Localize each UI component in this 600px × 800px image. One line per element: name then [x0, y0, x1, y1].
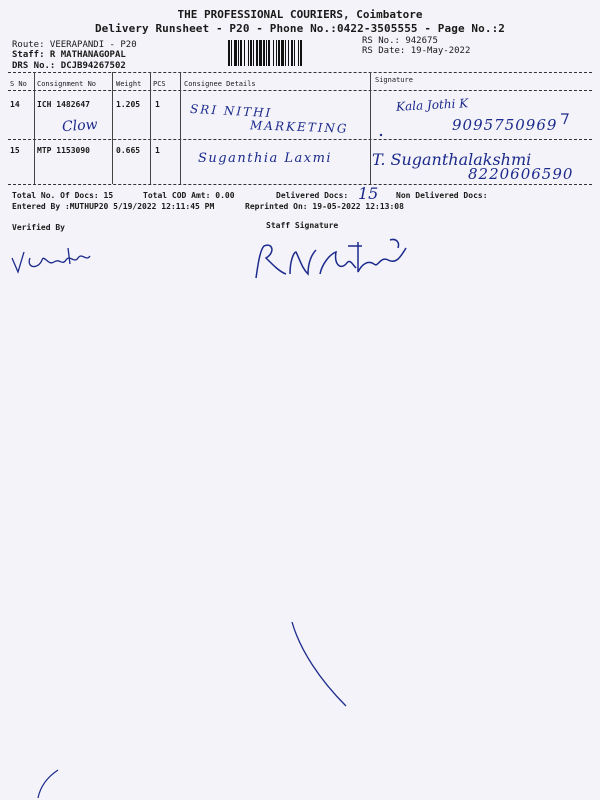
barcode-bar: [238, 40, 239, 66]
col-divider: [34, 72, 35, 184]
barcode-bar: [231, 40, 232, 66]
handwritten-consignee: Suganthia Laxmi: [198, 151, 333, 166]
rs-number: RS No.: 942675: [362, 36, 438, 46]
col-header-sno: S No: [10, 80, 27, 88]
barcode-bar: [268, 40, 270, 66]
table-top-rule: [8, 72, 592, 73]
col-divider: [370, 72, 371, 184]
row-pcs: 1: [155, 146, 160, 155]
staff-signature-label: Staff Signature: [266, 221, 339, 230]
col-header-signature: Signature: [375, 76, 413, 84]
barcode-bar: [281, 40, 284, 66]
barcode-bar: [276, 40, 277, 66]
col-header-consignment: Consignment No: [37, 80, 97, 88]
staff-signature: [250, 234, 420, 284]
row-weight: 0.665: [116, 146, 141, 155]
pen-stroke: [290, 620, 350, 710]
barcode-bar: [300, 40, 302, 66]
route-text: Route: VEERAPANDI - P20: [12, 40, 137, 50]
row-sno: 15: [10, 146, 20, 155]
barcode-bar: [256, 40, 258, 66]
barcode-bar: [278, 40, 280, 66]
row-consignment-no: MTP 1153090: [37, 146, 90, 155]
col-header-weight: Weight: [116, 80, 142, 88]
barcode-bar: [288, 40, 289, 66]
barcode-bar: [234, 40, 237, 66]
total-docs: Total No. Of Docs: 15: [12, 191, 114, 200]
col-header-consignee: Consignee Details: [184, 80, 256, 88]
barcode-bar: [253, 40, 254, 66]
handwritten-recipient-phone: 8220606590: [468, 165, 574, 183]
pen-stroke: [32, 768, 62, 800]
company-title: THE PROFESSIONAL COURIERS, Coimbatore: [177, 8, 423, 21]
barcode-bar: [248, 40, 249, 66]
barcode-bar: [294, 40, 295, 66]
handwritten-recipient-name: Kala Jothi K: [395, 96, 469, 114]
barcode-bar: [228, 40, 230, 66]
drs-number: [12, 61, 126, 71]
barcode-bar: [298, 40, 299, 66]
staff-text: Staff: R MATHANAGOPAL: [12, 50, 126, 60]
row-weight: 1.205: [116, 100, 141, 109]
barcode-bar: [291, 40, 293, 66]
runsheet-title: Delivery Runsheet - P20 - Phone No.:0422-3505555 - Page No.:2: [94, 22, 506, 35]
handwritten-delivered-count: 15: [358, 184, 379, 203]
barcode: [228, 40, 352, 66]
rs-date: RS Date: 19-May-2022: [362, 46, 471, 56]
delivered-docs: Delivered Docs:: [276, 191, 349, 200]
col-divider: [150, 72, 151, 184]
entered-by: Entered By :MUTHUP20 5/19/2022 12:11:45 PM: [12, 202, 215, 211]
table-bottom-rule: [8, 184, 592, 185]
pen-mark: [560, 112, 570, 126]
col-header-pcs: PCS: [153, 80, 166, 88]
row-sno: 14: [10, 100, 20, 109]
barcode-bar: [266, 40, 267, 66]
barcode-bar: [250, 40, 252, 66]
barcode-bar: [259, 40, 262, 66]
verified-by-label: Verified By: [12, 223, 65, 232]
barcode-bar: [244, 40, 245, 66]
row-pcs: 1: [155, 100, 160, 109]
drs-label: DRS No.:: [12, 61, 56, 71]
col-divider: [112, 72, 113, 184]
total-cod: Total COD Amt: 0.00: [143, 191, 235, 200]
drs-value: DCJB94267502: [60, 61, 126, 71]
row-consignment-no: ICH 1482647: [37, 100, 90, 109]
barcode-bar: [273, 40, 274, 66]
non-delivered-docs: Non Delivered Docs:: [396, 191, 488, 200]
handwritten-recipient-phone: 9095750969: [452, 116, 558, 134]
handwritten-note: Clow: [61, 116, 99, 136]
barcode-bar: [263, 40, 265, 66]
col-divider: [180, 72, 181, 184]
table-header-rule: [8, 90, 592, 91]
barcode-bar: [285, 40, 286, 66]
handwritten-recipient-name: T. Suganthalakshmi: [372, 150, 532, 169]
reprinted-on: Reprinted On: 19-05-2022 12:13:08: [245, 202, 404, 211]
handwritten-consignee-line2: MARKETING: [249, 118, 349, 136]
row-divider: [8, 139, 592, 140]
handwritten-consignee-line1: SRI NITHI: [189, 101, 273, 121]
barcode-bar: [240, 40, 242, 66]
verifier-signature: [8, 238, 98, 278]
